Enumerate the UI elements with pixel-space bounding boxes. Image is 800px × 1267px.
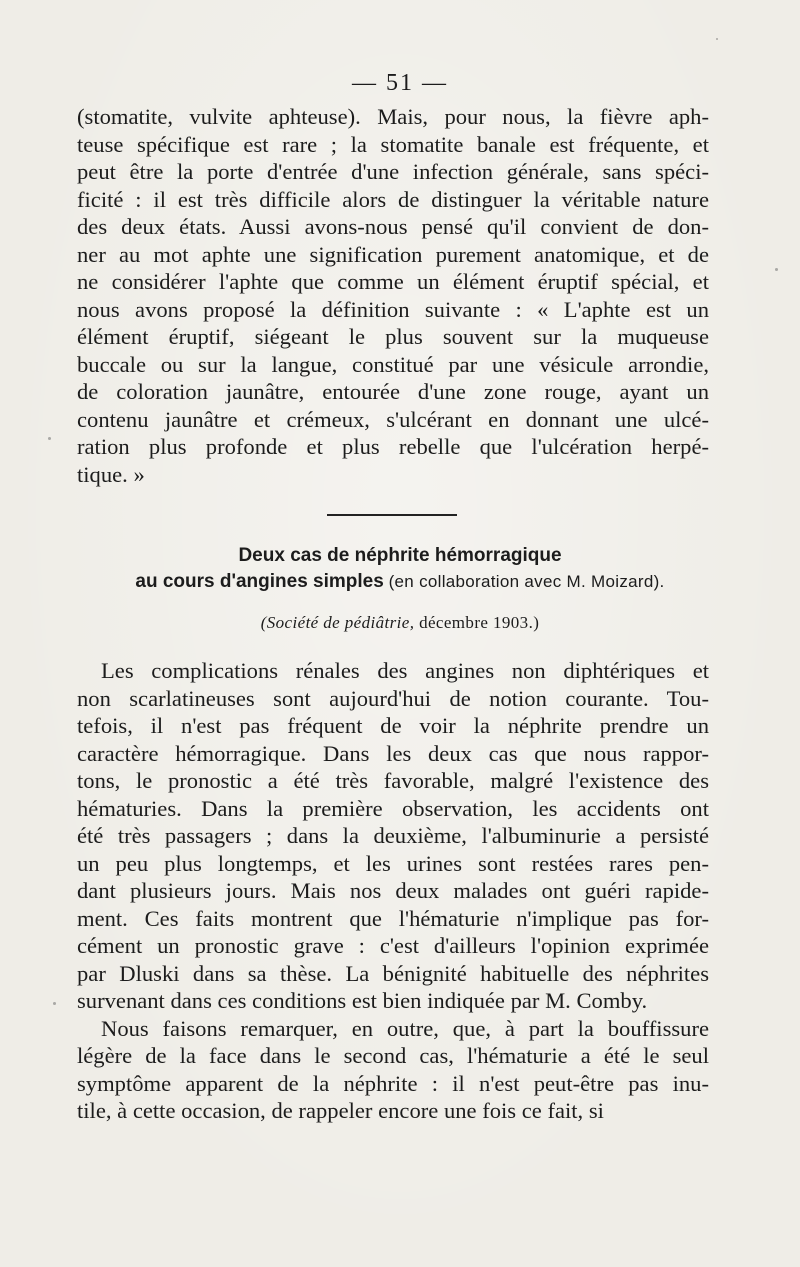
text-line: ration plus profonde et plus rebelle que l'ulcération herpé- (77, 434, 709, 459)
text-line: ne considérer l'aphte que comme un élément éruptif spécial, et (77, 269, 709, 294)
text-line: teuse spécifique est rare ; la stomatite banale est fréquente, et (77, 131, 709, 157)
text-line: peut être la porte d'entrée d'une infection générale, sans spéci- (77, 159, 709, 184)
paragraph (77, 657, 709, 1015)
text-line: tile, à cette occasion, de rappeler encore une fois ce fait, si (77, 1098, 604, 1123)
text-line: contenu jaunâtre et crémeux, s'ulcérant en donnant une ulcé- (77, 406, 709, 432)
section-subtitle-bold: au cours d'angines simples (135, 571, 384, 592)
text-line: Les complications rénales des angines non diphtériques et (101, 658, 709, 683)
text-line: hématuries. Dans la première observation, les accidents ont (77, 795, 709, 821)
text-line: par Dluski dans sa thèse. La bénignité habituelle des néphrites (77, 960, 709, 986)
text-line: ficité : il est très difficile alors de distinguer la véritable nature (77, 186, 709, 212)
section-body (77, 657, 709, 1125)
text-line: survenant dans ces conditions est bien indiquée par M. Comby. (77, 988, 648, 1013)
text-line: ment. Ces faits montrent que l'hématurie n'implique pas for- (77, 905, 709, 931)
text-line: un peu plus longtemps, et les urines sont restées rares pen- (77, 850, 709, 876)
text-line: symptôme apparent de la néphrite : il n'est peut-être pas inu- (77, 1070, 709, 1096)
source-date: décembre 1903.) (419, 613, 540, 632)
opening-paragraph (77, 103, 709, 488)
text-line: été très passagers ; dans la deuxième, l'albuminurie a persisté (77, 823, 709, 848)
paper-speck (716, 38, 718, 40)
paper-speck (48, 437, 51, 440)
text-line: élément éruptif, siégeant le plus souvent sur la muqueuse (77, 324, 709, 349)
text-line: (stomatite, vulvite aphteuse). Mais, pour nous, la fièvre aph- (77, 104, 709, 129)
paper-speck (775, 268, 778, 271)
source-society: (Société de pédiâtrie, (260, 613, 415, 632)
text-line: des deux états. Aussi avons-nous pensé qu'il convient de don- (77, 214, 709, 239)
text-line: tons, le pronostic a été très favorable, malgré l'existence des (77, 768, 709, 793)
paragraph-continued (77, 103, 709, 488)
collaboration-note: (en collaboration avec M. Moizard). (388, 572, 665, 591)
text-line: caractère hémorragique. Dans les deux cas que nous rappor- (77, 740, 709, 766)
text-line: cément un pronostic grave : c'est d'ailleurs l'opinion exprimée (77, 933, 709, 958)
text-line: tefois, il n'est pas fréquent de voir la néphrite prendre un (77, 713, 709, 738)
paper-speck (53, 1002, 56, 1005)
text-line: Nous faisons remarquer, en outre, que, à part la bouffissure (101, 1015, 709, 1041)
text-line: dant plusieurs jours. Mais nos deux malades ont guéri rapide- (77, 878, 709, 903)
text-line: nous avons proposé la définition suivante : « L'aphte est un (77, 296, 709, 322)
text-line: tique. » (77, 461, 145, 487)
text-line: de coloration jaunâtre, entourée d'une zone rouge, ayant un (77, 379, 709, 404)
text-line: non scarlatineuses sont aujourd'hui de notion courante. Tou- (77, 685, 709, 711)
section-subtitle (60, 570, 740, 594)
section-separator (327, 514, 457, 516)
section-title: Deux cas de néphrite hémorragique (238, 545, 562, 566)
text-line: buccale ou sur la langue, constitué par une vésicule arrondie, (77, 351, 709, 377)
source-citation (0, 613, 800, 633)
page-number: — 51 — (352, 70, 448, 96)
paragraph (77, 1015, 709, 1125)
text-line: ner au mot aphte une signification purement anatomique, et de (77, 241, 709, 267)
text-line: légère de la face dans le second cas, l'hématurie a été le seul (77, 1043, 709, 1068)
